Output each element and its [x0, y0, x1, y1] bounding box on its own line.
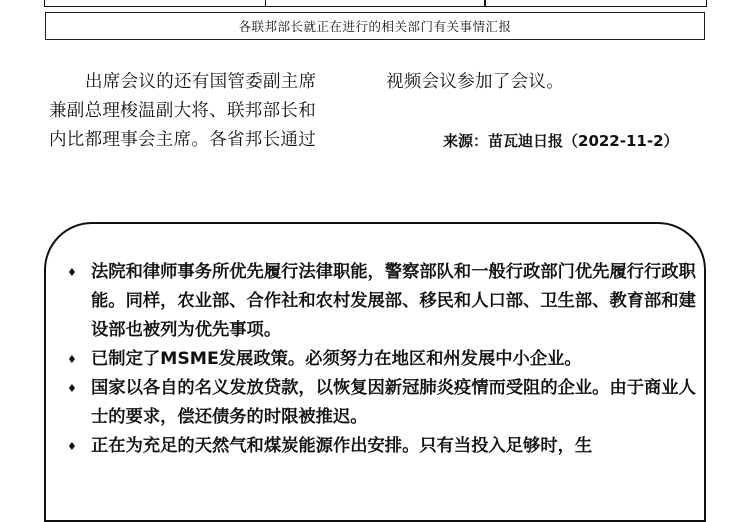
article-left-column — [49, 68, 369, 155]
list-item-text: 法院和律师事务所优先履行法律职能，警察部队和一般行政部门优先履行行政职能。同样，农业部、合作社和农村发展部、移民和人口部、卫生部、教育部和建设部也被列为优先事项。 — [91, 262, 696, 340]
list-item-text: 国家以各自的名义发放贷款，以恢复因新冠肺炎疫情而受阻的企业。由于商业人士的要求，偿还债务的时限被推迟。 — [91, 378, 696, 427]
article-line: 视频会议参加了会议。 — [386, 72, 564, 92]
list-item-text: 正在为充足的天然气和煤炭能源作出安排。只有当投入足够时，生 — [91, 436, 593, 456]
list-item-text: 已制定了MSME发展政策。必须努力在地区和州发展中小企业。 — [91, 349, 582, 369]
diamond-bullet-icon: ♦ — [67, 382, 77, 395]
photo-caption — [45, 12, 705, 40]
caption-text: 各联邦部长就正在进行的相关部门有关事情汇报 — [238, 19, 512, 34]
diamond-bullet-icon: ♦ — [67, 353, 77, 366]
summary-bullet-list — [60, 258, 700, 461]
diamond-bullet-icon: ♦ — [67, 266, 77, 279]
diamond-bullet-icon: ♦ — [67, 440, 77, 453]
article-right-column — [386, 68, 706, 97]
photo-frame — [485, 0, 707, 7]
article-line: 出席会议的还有国管委副主席 — [85, 72, 317, 92]
photo-frame — [265, 0, 485, 7]
list-item — [60, 345, 700, 374]
list-item — [60, 374, 700, 432]
source-credit: 来源：苗瓦迪日报（2022-11-2） — [443, 132, 679, 150]
photo-frame — [44, 0, 266, 7]
article-line: 内比都理事会主席。各省邦长通过 — [49, 130, 316, 150]
list-item — [60, 258, 700, 345]
list-item — [60, 432, 700, 461]
photo-strip — [0, 0, 750, 6]
article-line: 兼副总理梭温副大将、联邦部长和 — [49, 101, 316, 121]
